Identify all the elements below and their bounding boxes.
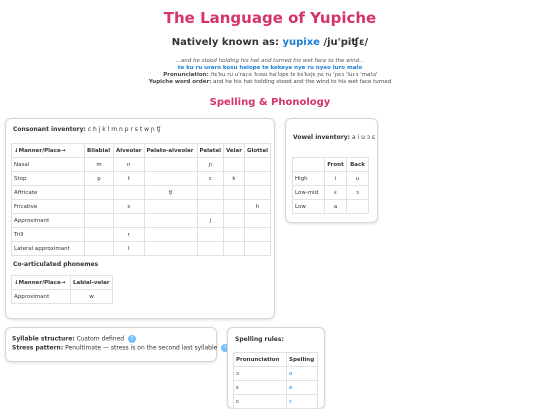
table-cell <box>144 214 197 228</box>
table-cell <box>223 228 244 242</box>
table-cell: Low-mid <box>293 186 325 200</box>
vowel-inventory-value: a i u ɔ ɛ <box>351 134 376 141</box>
table-cell: Trill <box>12 228 85 242</box>
vowel-table <box>292 157 369 214</box>
table-row <box>12 158 271 172</box>
table-cell: Low <box>293 200 325 214</box>
table-cell <box>244 228 270 242</box>
consonant-table <box>11 143 271 256</box>
table-cell: p <box>85 172 114 186</box>
syllable-structure-label: Syllable structure: <box>12 335 75 343</box>
table-cell: e <box>287 381 318 395</box>
table-row <box>293 200 369 214</box>
table-cell: c <box>197 172 223 186</box>
stress-pattern-label: Stress pattern: <box>12 344 64 352</box>
table-cell <box>197 200 223 214</box>
table-header-row <box>12 276 113 290</box>
table-cell: t <box>114 172 145 186</box>
spelling-rules-label: Spelling rules: <box>235 336 284 343</box>
table-cell <box>85 228 114 242</box>
table-cell <box>244 242 270 256</box>
table-row <box>12 242 271 256</box>
table-cell: a <box>325 200 347 214</box>
table-row <box>12 290 113 304</box>
native-ipa: /ju'piʧɛ/ <box>323 37 369 48</box>
table-cell: Fricative <box>12 200 85 214</box>
sample-pronunciation <box>0 72 540 79</box>
sample-native: te ku ru uraro kosu halope te kekeye nye ru nyeo luro malo <box>177 65 363 71</box>
table-header: Glottal <box>244 144 270 158</box>
table-cell <box>144 172 197 186</box>
table-cell: Lateral approximant <box>12 242 85 256</box>
table-cell <box>144 200 197 214</box>
table-header: Front <box>325 158 347 172</box>
table-cell: r <box>114 228 145 242</box>
table-row <box>12 200 271 214</box>
table-cell: n <box>114 158 145 172</box>
stress-pattern <box>12 344 229 352</box>
spelling-rules-title <box>235 336 284 343</box>
table-cell <box>347 200 369 214</box>
syllable-structure <box>12 335 136 343</box>
table-header: Back <box>347 158 369 172</box>
table-header: ↓Manner/Place→ <box>12 276 71 290</box>
table-row <box>234 395 318 409</box>
table-row <box>12 186 271 200</box>
sample-english: ...and he stood holding his hat and turned his wet face to the wind... <box>175 58 365 64</box>
info-icon[interactable]: ? <box>128 335 136 343</box>
table-header: Palatal <box>197 144 223 158</box>
table-cell: Approximant <box>12 214 85 228</box>
table-cell: o <box>287 367 318 381</box>
coarticulated-table <box>11 275 113 304</box>
table-header: ↓Manner/Place→ <box>12 144 85 158</box>
table-header: Palato-alveolar <box>144 144 197 158</box>
table-cell <box>114 214 145 228</box>
table-cell <box>85 214 114 228</box>
table-row <box>12 228 271 242</box>
table-cell: High <box>293 172 325 186</box>
table-cell <box>197 186 223 200</box>
table-cell: ɔ <box>347 186 369 200</box>
table-cell <box>223 214 244 228</box>
table-cell: ɔ <box>234 367 287 381</box>
table-cell: ʧ <box>144 186 197 200</box>
table-cell: s <box>114 200 145 214</box>
vowel-inventory-label: Vowel inventory: <box>293 134 351 141</box>
table-cell: k <box>223 172 244 186</box>
table-header: Spelling <box>287 353 318 367</box>
table-cell: h <box>244 200 270 214</box>
table-cell <box>144 228 197 242</box>
table-cell: l <box>114 242 145 256</box>
table-cell <box>85 242 114 256</box>
consonant-inventory-label: Consonant inventory: <box>13 126 86 133</box>
table-cell: j <box>197 214 223 228</box>
table-cell: c <box>287 395 318 409</box>
table-row <box>12 214 271 228</box>
spelling-table <box>233 352 318 409</box>
page-title: The Language of Yupiche <box>163 9 377 27</box>
table-cell <box>114 186 145 200</box>
pronunciation-label: Pronunciation: <box>163 72 209 78</box>
consonant-inventory <box>13 126 160 133</box>
table-cell <box>144 158 197 172</box>
table-cell: ɛ <box>234 381 287 395</box>
table-cell: Approximant <box>12 290 71 304</box>
table-cell: i <box>325 172 347 186</box>
table-cell <box>85 186 114 200</box>
table-cell <box>223 200 244 214</box>
table-header: Velar <box>223 144 244 158</box>
table-cell: Nasal <box>12 158 85 172</box>
table-cell <box>85 200 114 214</box>
table-cell: w <box>71 290 113 304</box>
table-cell: Affricate <box>12 186 85 200</box>
table-cell <box>244 172 270 186</box>
table-header: Bilabial <box>85 144 114 158</box>
table-header-row <box>12 144 271 158</box>
table-cell <box>223 242 244 256</box>
table-cell: m <box>85 158 114 172</box>
table-header: Labial-velar <box>71 276 113 290</box>
table-cell: ɲ <box>197 158 223 172</box>
table-cell <box>197 228 223 242</box>
stress-pattern-value: Penultimate — stress is on the second last syllable <box>65 344 218 352</box>
table-header-row <box>234 353 318 367</box>
native-name <box>0 37 540 48</box>
native-word: yupixe <box>282 37 320 48</box>
table-row <box>234 381 318 395</box>
word-order-label: Yupiche word order: <box>148 79 212 85</box>
info-icon[interactable]: ? <box>221 344 229 352</box>
table-cell <box>223 158 244 172</box>
native-label: Natively known as: <box>171 37 280 48</box>
consonant-inventory-value: c h j k l m n p r s t w ɲ ʧ <box>87 126 161 133</box>
coarticulated-label: Co-articulated phonemes <box>13 261 99 268</box>
section-title: Spelling & Phonology <box>209 97 331 108</box>
sample-word-order <box>0 79 540 86</box>
table-header-row <box>293 158 369 172</box>
table-cell <box>244 214 270 228</box>
table-row <box>293 172 369 186</box>
table-cell <box>223 186 244 200</box>
table-cell <box>197 242 223 256</box>
table-header: Alveolar <box>114 144 145 158</box>
table-cell: c <box>234 395 287 409</box>
table-cell: u <box>347 172 369 186</box>
syllable-structure-value: Custom defined <box>76 335 125 343</box>
table-cell: Stop <box>12 172 85 186</box>
coarticulated-title <box>13 261 98 268</box>
word-order-value: and he his hat holding stood and the wind to his wet face turned <box>213 79 392 85</box>
pronunciation-value: /tɛˈku ru uˈraɾo ˈkɔsu haˈlɔpɛ tɛ kɛˈkɛjɛ ɲɛ ru ˈɲɛɔ ˈluɾɔ ˈmalɔ/ <box>210 72 377 78</box>
table-row <box>12 172 271 186</box>
table-cell <box>244 186 270 200</box>
table-cell <box>144 242 197 256</box>
vowel-inventory <box>293 134 375 141</box>
table-cell <box>244 158 270 172</box>
table-cell: ɛ <box>325 186 347 200</box>
table-row <box>234 367 318 381</box>
table-header: Pronunciation <box>234 353 287 367</box>
table-header <box>293 158 325 172</box>
table-row <box>293 186 369 200</box>
